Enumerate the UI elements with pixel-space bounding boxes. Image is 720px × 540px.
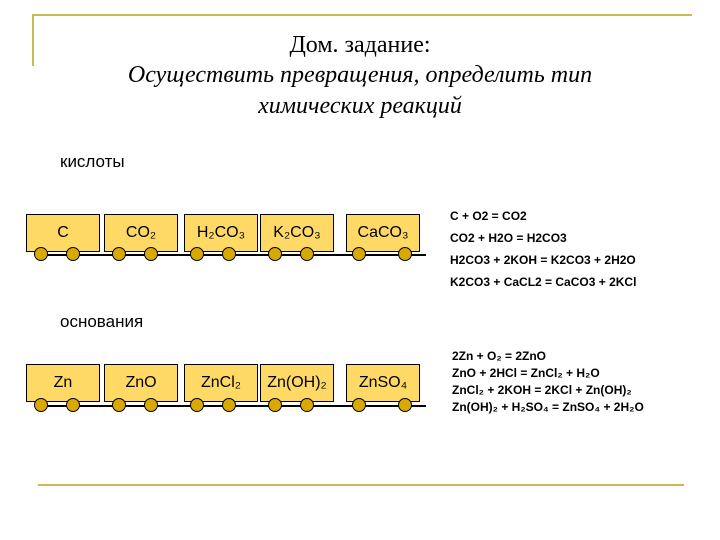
wheel (352, 398, 366, 412)
chain-box: ZnCl₂ (184, 364, 258, 402)
equation: H2CO3 + 2KOH = K2CO3 + 2H2O (450, 253, 636, 267)
section-label-bases: основания (60, 312, 144, 331)
equation: K2CO3 + CaCL2 = CaCO3 + 2KCl (450, 275, 637, 289)
chain-box: ZnSO₄ (346, 364, 420, 402)
section-label-acids: кислоты (60, 152, 125, 171)
equation: 2Zn + O₂ = 2ZnO (452, 349, 547, 363)
wheel (34, 247, 48, 261)
chain-box: Zn (26, 364, 100, 402)
wheel (66, 398, 80, 412)
wheel (112, 398, 126, 412)
wheel (66, 247, 80, 261)
chain-box: CO₂ (104, 214, 178, 252)
chain-box: ZnO (104, 364, 178, 402)
wheel (300, 398, 314, 412)
wheel (34, 398, 48, 412)
frame-bottom-accent (38, 484, 684, 486)
chain-box: Zn(OH)₂ (260, 364, 334, 402)
wheel (268, 398, 282, 412)
wheel (112, 247, 126, 261)
equation: CO2 + H2O = H2CO3 (450, 231, 567, 245)
title-line-2: Осуществить превращения, определить тип (127, 62, 593, 88)
equations-acids (450, 205, 636, 293)
wheel (398, 247, 412, 261)
equation: ZnO + 2HCl = ZnCl₂ + H₂O (452, 366, 600, 380)
wheel (144, 398, 158, 412)
wheel (190, 247, 204, 261)
wheel (300, 247, 314, 261)
chain-box: K₂CO₃ (260, 214, 334, 252)
wheel (144, 247, 158, 261)
equation: ZnCl₂ + 2KOH = 2KCl + Zn(OH)₂ (452, 383, 632, 397)
chain-box: CaCO₃ (346, 214, 420, 252)
frame-top-accent (32, 14, 692, 16)
wheel (268, 247, 282, 261)
wheel (190, 398, 204, 412)
equations-bases (452, 348, 644, 416)
wheel (222, 247, 236, 261)
equation: C + O2 = CO2 (450, 209, 527, 223)
title-line-1: Дом. задание: (289, 32, 431, 58)
title-line-3: химических реакций (258, 93, 462, 119)
equation: Zn(OH)₂ + H₂SO₄ = ZnSO₄ + 2H₂O (452, 400, 644, 414)
wheel (222, 398, 236, 412)
chain-box: H₂CO₃ (184, 214, 258, 252)
chain-box: C (26, 214, 100, 252)
wheel (398, 398, 412, 412)
wheel (352, 247, 366, 261)
